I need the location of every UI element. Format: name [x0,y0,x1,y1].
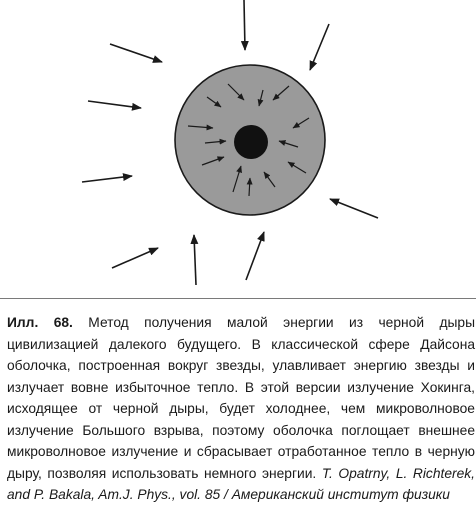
caption-source: T. Opatrny, L. Richterek, and P. Bakala, Am.J. Phys., vol. 85 / Американский институт физики [7,465,475,502]
outer-arrow [110,44,162,62]
outer-arrow [310,24,329,70]
outer-arrow [112,248,158,268]
caption-body: Метод получения малой энергии из черной дыры цивилизацией далекого будущего. В классической сфере Дайсона оболочка, построенная вокруг звезды, улавливает энергию звезды и излучает вовне избыточное тепло. В этой версии излучение Хокинга, исходящее от черной дыры, будет холоднее, чем микроволновое излучение Большого взрыва, поэтому оболочка поглощает внешнее микроволновое излучение и сбрасывает отработанное тепло в черную дыру, позволяя использовать немного энергии. [7,315,475,481]
outer-arrow [244,0,245,50]
outer-arrow [194,235,196,285]
outer-arrow [246,232,264,280]
black-hole [234,125,268,159]
figure-label: Илл. 68. [7,315,73,330]
figure-caption [7,312,475,506]
outer-arrow [330,199,378,218]
outer-arrow [82,176,132,182]
outer-arrow [88,101,141,108]
caption-divider [0,298,476,299]
